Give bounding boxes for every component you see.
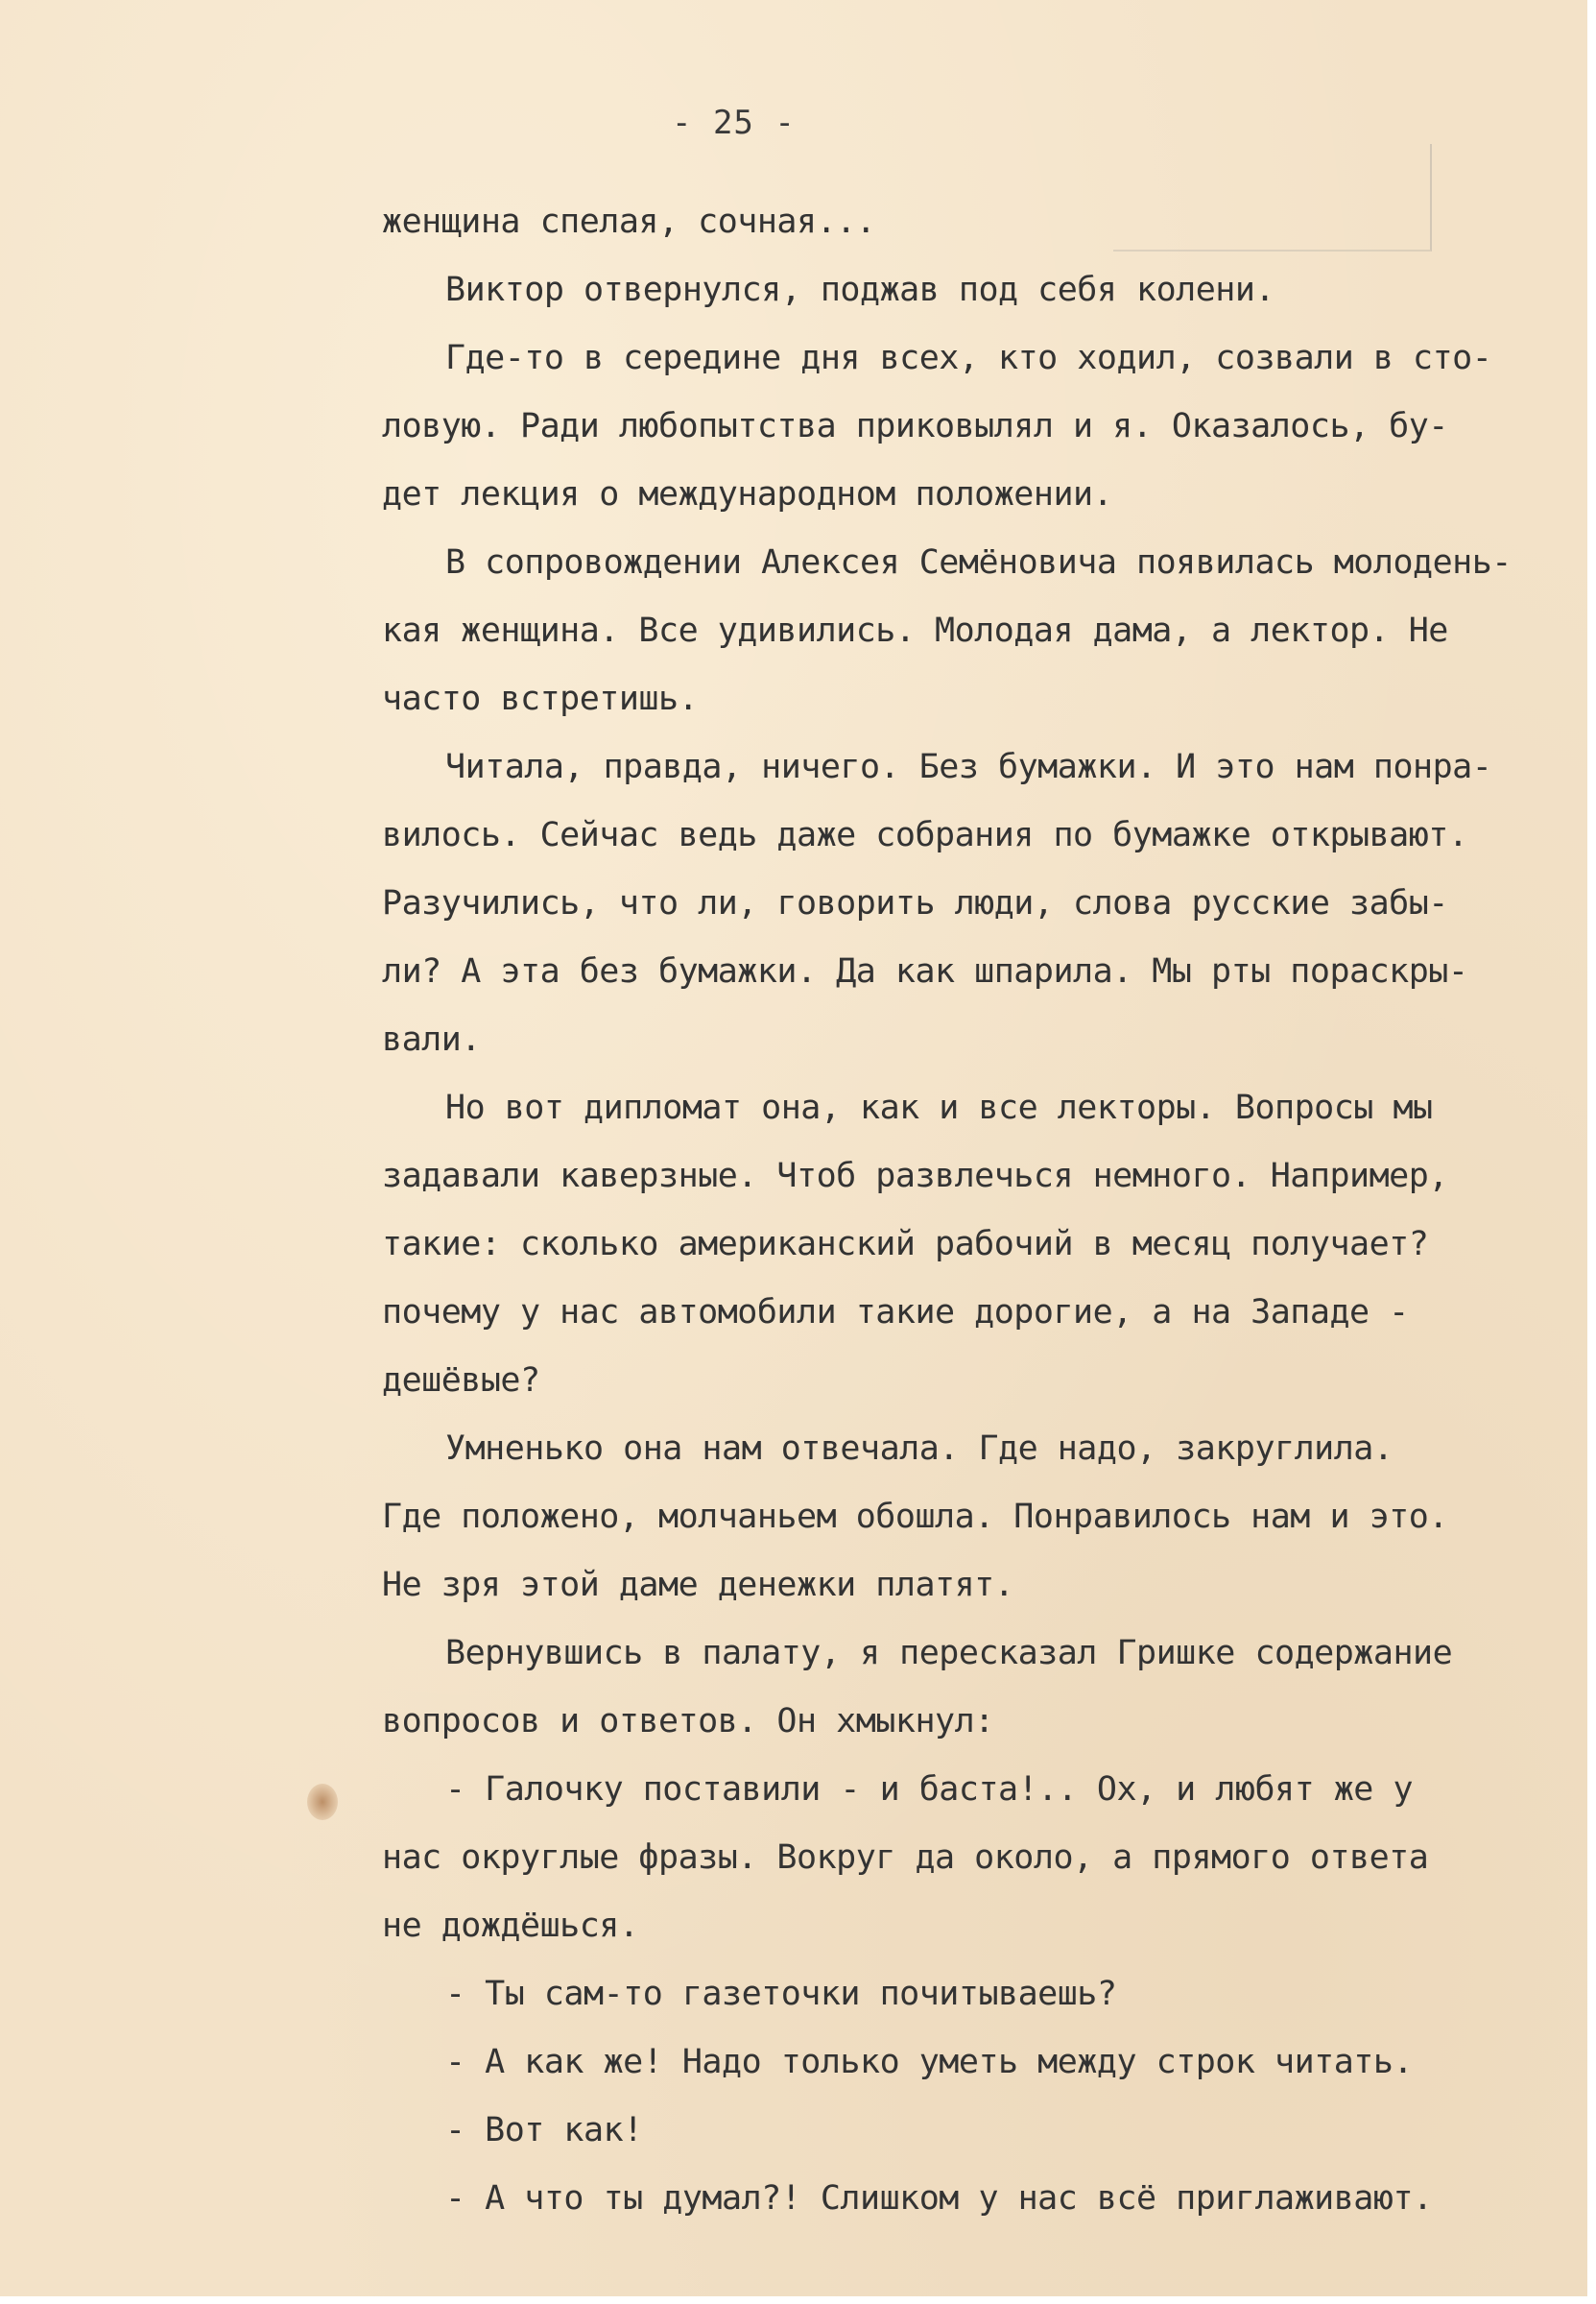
text-line: такие: сколько американский рабочий в месяц получает?	[382, 1225, 1429, 1263]
scan-edge-bottom	[0, 2296, 1596, 2304]
text-line: вопросов и ответов. Он хмыкнул:	[382, 1702, 994, 1740]
text-line: дешёвые?	[382, 1361, 540, 1400]
text-line: почему у нас автомобили такие дорогие, а на Западе -	[382, 1293, 1409, 1332]
text-line: не дождёшься.	[382, 1907, 639, 1945]
text-line: кая женщина. Все удивились. Молодая дама, а лектор. Не	[382, 612, 1448, 650]
text-line: В сопровождении Алексея Семёновича появилась молодень-	[445, 543, 1512, 582]
text-line: Не зря этой даме денежки платят.	[382, 1566, 1014, 1604]
text-line: ловую. Ради любопытства приковылял и я. Оказалось, бу-	[382, 407, 1448, 445]
paper-stain	[307, 1784, 338, 1820]
text-line: Виктор отвернулся, поджав под себя колени.	[445, 271, 1275, 309]
page-body-text	[382, 188, 1591, 2233]
text-line: - А как же! Надо только уметь между строк читать.	[445, 2043, 1414, 2081]
text-line: Разучились, что ли, говорить люди, слова русские забы-	[382, 884, 1448, 923]
scan-edge-right	[1587, 0, 1596, 2304]
text-line: Вернувшись в палату, я пересказал Гришке содержание	[445, 1634, 1453, 1672]
text-line: - Вот как!	[445, 2111, 643, 2149]
text-line: Но вот дипломат она, как и все лекторы. Вопросы мы	[445, 1089, 1433, 1127]
text-line: Умненько она нам отвечала. Где надо, закруглила.	[445, 1429, 1394, 1468]
text-line: - А что ты думал?! Слишком у нас всё приглаживают.	[445, 2179, 1433, 2218]
text-line: Где-то в середине дня всех, кто ходил, созвали в сто-	[445, 339, 1492, 377]
text-line: дет лекция о международном положении.	[382, 475, 1113, 514]
text-line: женщина спелая, сочная...	[382, 203, 876, 241]
text-line: часто встретишь.	[382, 680, 699, 718]
text-line: Где положено, молчаньем обошла. Понравилось нам и это.	[382, 1498, 1448, 1536]
text-line: нас округлые фразы. Вокруг да около, а прямого ответа	[382, 1838, 1429, 1877]
text-line: задавали каверзные. Чтоб развлечься немного. Например,	[382, 1157, 1448, 1195]
text-line: Читала, правда, ничего. Без бумажки. И это нам понра-	[445, 748, 1492, 786]
text-line: вали.	[382, 1020, 481, 1059]
text-line: ли? А эта без бумажки. Да как шпарила. Мы рты пораскры-	[382, 952, 1468, 991]
text-line: вилось. Сейчас ведь даже собрания по бумажке открывают.	[382, 816, 1468, 854]
page-number: - 25 -	[672, 104, 796, 142]
text-line: - Галочку поставили - и баста!.. Ох, и любят же у	[445, 1770, 1414, 1809]
text-line: - Ты сам-то газеточки почитываешь?	[445, 1975, 1117, 2013]
